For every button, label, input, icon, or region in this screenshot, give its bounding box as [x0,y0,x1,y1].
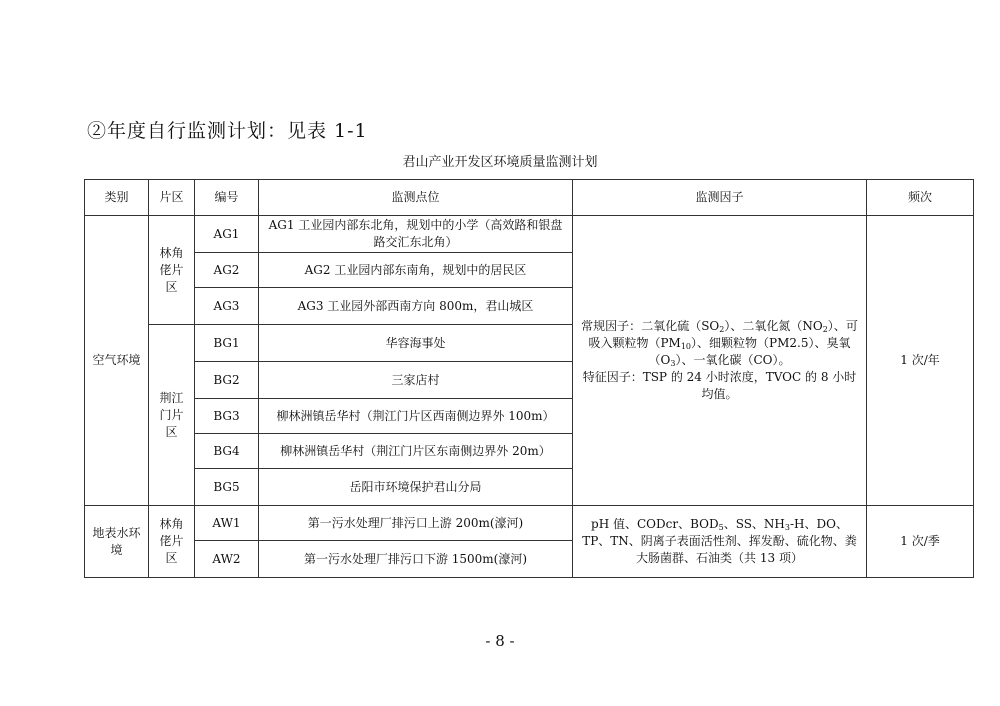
code-cell: AW2 [195,541,259,578]
frequency-cell-water: 1 次/季 [867,506,974,578]
code-cell: BG2 [195,362,259,399]
header-code: 编号 [195,180,259,216]
location-cell: 第一污水处理厂排污口下游 1500m(濠河) [259,541,573,578]
header-factors: 监测因子 [573,180,867,216]
code-cell: AG3 [195,288,259,325]
code-cell: AG2 [195,253,259,288]
table-row [85,506,974,541]
header-zone: 片区 [149,180,195,216]
location-cell: 岳阳市环境保护君山分局 [259,469,573,506]
location-cell: 三家店村 [259,362,573,399]
location-cell: AG1 工业园内部东北角，规划中的小学（高效路和银盘路交汇东北角） [259,216,573,253]
code-cell: BG1 [195,325,259,362]
air-factors-cell: 常规因子：二氧化硫$(SO_2)$、二氧化氮$(NO_2)$、可吸入颗粒物$(PM_{10})$、细颗粒物（PM2.5）、臭氧$(O_3)$、一氧化碳（CO）。 特征因子：TSP 的 24 小时浓度，TVOC 的 8 小时均值。 [573,216,867,506]
table-caption: 君山产业开发区环境质量监测计划 [402,155,598,170]
zone-cell: 荆江门片区 [149,325,195,506]
code-cell: AW1 [195,506,259,541]
table-row [85,216,974,253]
water-factors-cell: pH 值、CODcr、$BOD_5$、SS、$NH_3-H$、DO、TP、TN、阴离子表面活性剂、挥发酚、硫化物、粪大肠菌群、石油类（共 13 项） [573,506,867,578]
category-cell-water: 地表水环境 [85,506,149,578]
category-cell-air: 空气环境 [85,216,149,506]
location-cell: AG3 工业园外部西南方向 800m，君山城区 [259,288,573,325]
header-frequency: 频次 [867,180,974,216]
header-location: 监测点位 [259,180,573,216]
location-cell: 柳林洲镇岳华村（荆江门片区西南侧边界外 100m） [259,399,573,434]
table-header-row [85,180,974,216]
location-cell: AG2 工业园内部东南角，规划中的居民区 [259,253,573,288]
section-heading: ②年度自行监测计划：见表 1-1 [87,120,368,142]
code-cell: AG1 [195,216,259,253]
location-cell: 第一污水处理厂排污口上游 200m(濠河) [259,506,573,541]
code-cell: BG3 [195,399,259,434]
monitoring-plan-table [84,179,974,578]
code-cell: BG5 [195,469,259,506]
location-cell: 柳林洲镇岳华村（荆江门片区东南侧边界外 20m） [259,434,573,469]
zone-cell: 林角佬片区 [149,506,195,578]
header-category: 类别 [85,180,149,216]
code-cell: BG4 [195,434,259,469]
location-cell: 华容海事处 [259,325,573,362]
frequency-cell-air: 1 次/年 [867,216,974,506]
special-factors: 特征因子：TSP 的 24 小时浓度，TVOC 的 8 小时均值。 [582,370,857,401]
routine-factors-label: 常规因子： [581,319,642,333]
page-number: - 8 - [485,632,515,650]
zone-cell: 林角佬片区 [149,216,195,325]
